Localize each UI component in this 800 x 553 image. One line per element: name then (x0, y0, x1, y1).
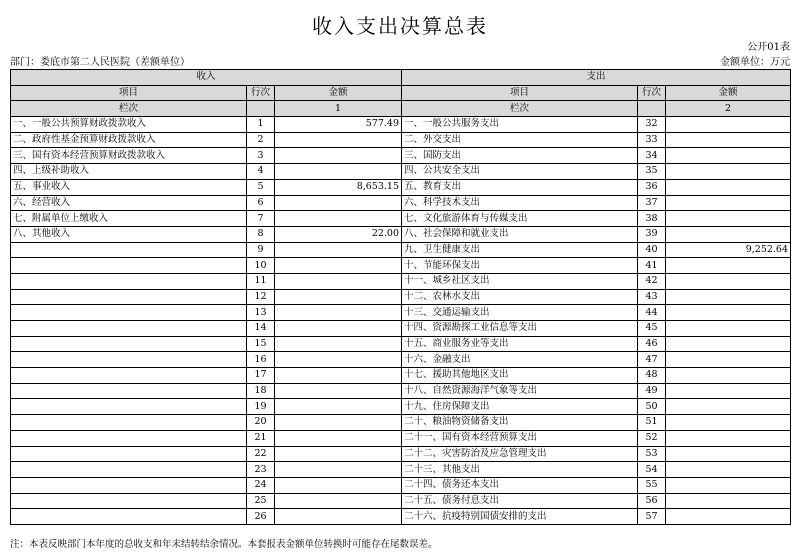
expense-amount-cell (666, 226, 791, 242)
table-row (11, 273, 791, 289)
income-item-cell (11, 368, 247, 384)
expense-amount-cell (666, 352, 791, 368)
expense-row-no-cell: 34 (638, 148, 666, 164)
income-amount-cell (275, 368, 402, 384)
expense-column-index-label: 栏次 (402, 101, 638, 117)
income-column-index-label: 栏次 (11, 101, 247, 117)
expense-rowno-header: 行次 (638, 85, 666, 101)
income-row-no-cell: 22 (247, 446, 275, 462)
income-amount-cell (275, 462, 402, 478)
income-amount-cell (275, 415, 402, 431)
table-row (11, 211, 791, 227)
income-item-cell (11, 430, 247, 446)
income-amount-cell (275, 477, 402, 493)
income-item-cell (11, 415, 247, 431)
table-row (11, 509, 791, 525)
expense-amount-cell (666, 211, 791, 227)
report-title: 收入支出决算总表 (312, 14, 488, 38)
table-row (11, 446, 791, 462)
income-row-no-cell: 21 (247, 430, 275, 446)
income-row-no-cell: 14 (247, 321, 275, 337)
expense-row-no-cell: 36 (638, 179, 666, 195)
income-item-cell: 七、附属单位上缴收入 (11, 211, 247, 227)
expense-row-no-cell: 38 (638, 211, 666, 227)
income-item-cell (11, 321, 247, 337)
expense-amount-header: 金额 (666, 85, 791, 101)
income-row-no-cell: 26 (247, 509, 275, 525)
expense-item-cell: 六、科学技术支出 (402, 195, 638, 211)
income-amount-cell (275, 493, 402, 509)
income-amount-cell (275, 383, 402, 399)
table-row (11, 415, 791, 431)
income-item-cell (11, 289, 247, 305)
expense-item-cell: 十六、金融支出 (402, 352, 638, 368)
expense-amount-cell (666, 117, 791, 133)
income-amount-cell: 577.49 (275, 117, 402, 133)
expense-amount-cell (666, 415, 791, 431)
expense-item-cell: 二十、粮油物资储备支出 (402, 415, 638, 431)
income-row-no-cell: 12 (247, 289, 275, 305)
expense-amount-cell (666, 179, 791, 195)
expense-row-no-cell: 44 (638, 305, 666, 321)
expense-row-no-cell: 49 (638, 383, 666, 399)
expense-item-cell: 八、社会保障和就业支出 (402, 226, 638, 242)
expense-row-no-cell: 50 (638, 399, 666, 415)
expense-row-no-cell: 37 (638, 195, 666, 211)
income-row-no-cell: 24 (247, 477, 275, 493)
table-row (11, 462, 791, 478)
expense-item-cell: 十三、交通运输支出 (402, 305, 638, 321)
expense-item-cell: 一、一般公共服务支出 (402, 117, 638, 133)
expense-row-no-cell: 43 (638, 289, 666, 305)
expense-row-no-cell: 57 (638, 509, 666, 525)
income-amount-cell (275, 399, 402, 415)
income-item-cell (11, 258, 247, 274)
income-header: 收入 (11, 70, 402, 86)
expense-item-header: 项目 (402, 85, 638, 101)
expense-amount-cell (666, 336, 791, 352)
income-amount-cell (275, 321, 402, 337)
expense-amount-cell (666, 258, 791, 274)
expense-item-cell: 十一、城乡社区支出 (402, 273, 638, 289)
income-row-no-cell: 5 (247, 179, 275, 195)
income-row-no-cell: 1 (247, 117, 275, 133)
expense-row-no-cell: 32 (638, 117, 666, 133)
section-header-row (11, 70, 791, 86)
expense-row-no-cell: 33 (638, 132, 666, 148)
income-row-no-cell: 23 (247, 462, 275, 478)
income-row-no-cell: 11 (247, 273, 275, 289)
income-row-no-cell: 18 (247, 383, 275, 399)
income-amount-cell: 8,653.15 (275, 179, 402, 195)
expense-row-no-cell: 55 (638, 477, 666, 493)
income-row-no-cell: 10 (247, 258, 275, 274)
expense-row-no-cell: 53 (638, 446, 666, 462)
table-row (11, 430, 791, 446)
income-row-no-cell: 16 (247, 352, 275, 368)
income-row-no-cell: 20 (247, 415, 275, 431)
table-row (11, 258, 791, 274)
income-item-cell: 八、其他收入 (11, 226, 247, 242)
table-row (11, 226, 791, 242)
expense-row-no-cell: 51 (638, 415, 666, 431)
expense-amount-cell (666, 321, 791, 337)
income-amount-cell (275, 242, 402, 258)
expense-row-no-cell: 54 (638, 462, 666, 478)
expense-item-cell: 十五、商业服务业等支出 (402, 336, 638, 352)
income-amount-cell (275, 273, 402, 289)
table-row (11, 117, 791, 133)
expense-amount-cell (666, 446, 791, 462)
expense-column-index-value: 2 (666, 101, 791, 117)
table-row (11, 164, 791, 180)
expense-amount-cell (666, 305, 791, 321)
expense-item-cell: 二、外交支出 (402, 132, 638, 148)
expense-row-no-cell: 41 (638, 258, 666, 274)
income-item-cell (11, 509, 247, 525)
income-item-cell (11, 477, 247, 493)
income-rowno-header: 行次 (247, 85, 275, 101)
expense-item-cell: 十七、援助其他地区支出 (402, 368, 638, 384)
income-row-no-cell: 3 (247, 148, 275, 164)
table-row (11, 242, 791, 258)
income-item-cell (11, 242, 247, 258)
table-row (11, 399, 791, 415)
table-row (11, 368, 791, 384)
expense-amount-cell (666, 493, 791, 509)
table-row (11, 383, 791, 399)
income-row-no-cell: 4 (247, 164, 275, 180)
expense-item-cell: 二十二、灾害防治及应急管理支出 (402, 446, 638, 462)
expense-amount-cell (666, 148, 791, 164)
table-row (11, 132, 791, 148)
income-amount-cell (275, 211, 402, 227)
income-expense-table (10, 69, 791, 525)
table-row (11, 195, 791, 211)
income-item-cell (11, 336, 247, 352)
income-item-cell (11, 305, 247, 321)
expense-item-cell: 三、国防支出 (402, 148, 638, 164)
income-amount-cell (275, 305, 402, 321)
income-row-no-cell: 9 (247, 242, 275, 258)
table-row (11, 477, 791, 493)
income-item-cell (11, 383, 247, 399)
income-amount-cell: 22.00 (275, 226, 402, 242)
income-item-cell (11, 399, 247, 415)
expense-amount-cell (666, 430, 791, 446)
income-item-cell (11, 462, 247, 478)
income-amount-cell (275, 509, 402, 525)
income-row-no-cell: 15 (247, 336, 275, 352)
expense-amount-cell (666, 477, 791, 493)
expense-amount-cell (666, 368, 791, 384)
income-item-cell (11, 446, 247, 462)
expense-item-cell: 二十四、债务还本支出 (402, 477, 638, 493)
income-row-no-cell: 13 (247, 305, 275, 321)
expense-amount-cell (666, 273, 791, 289)
table-row (11, 305, 791, 321)
expense-amount-cell (666, 132, 791, 148)
income-row-no-cell: 8 (247, 226, 275, 242)
table-row (11, 336, 791, 352)
table-row (11, 289, 791, 305)
income-item-cell: 五、事业收入 (11, 179, 247, 195)
expense-item-cell: 二十五、债务付息支出 (402, 493, 638, 509)
expense-item-cell: 十四、资源勘探工业信息等支出 (402, 321, 638, 337)
income-row-no-cell: 6 (247, 195, 275, 211)
table-row (11, 493, 791, 509)
expense-item-cell: 十九、住房保障支出 (402, 399, 638, 415)
income-row-no-cell: 2 (247, 132, 275, 148)
income-amount-cell (275, 132, 402, 148)
footnote: 注：本表反映部门本年度的总收支和年末结转结余情况。本套报表金额单位转换时可能存在尾数误差。 (10, 539, 438, 550)
expense-item-cell: 二十六、抗疫特别国债安排的支出 (402, 509, 638, 525)
expense-item-cell: 五、教育支出 (402, 179, 638, 195)
income-item-cell: 二、政府性基金预算财政拨款收入 (11, 132, 247, 148)
expense-row-no-cell: 52 (638, 430, 666, 446)
expense-row-no-cell: 40 (638, 242, 666, 258)
income-amount-cell (275, 258, 402, 274)
income-amount-cell (275, 148, 402, 164)
expense-amount-cell: 9,252.64 (666, 242, 791, 258)
income-item-cell (11, 352, 247, 368)
income-amount-cell (275, 446, 402, 462)
amount-unit-label: 金额单位：万元 (720, 57, 790, 68)
income-row-no-cell: 19 (247, 399, 275, 415)
expense-row-no-cell: 39 (638, 226, 666, 242)
expense-row-no-cell: 56 (638, 493, 666, 509)
income-item-cell (11, 493, 247, 509)
income-amount-header: 金额 (275, 85, 402, 101)
income-row-no-cell: 25 (247, 493, 275, 509)
expense-row-no-cell: 45 (638, 321, 666, 337)
expense-item-cell: 九、卫生健康支出 (402, 242, 638, 258)
expense-item-cell: 二十三、其他支出 (402, 462, 638, 478)
income-column-index-value: 1 (275, 101, 402, 117)
expense-item-cell: 七、文化旅游体育与传媒支出 (402, 211, 638, 227)
expense-row-no-cell: 35 (638, 164, 666, 180)
income-amount-cell (275, 195, 402, 211)
income-item-header: 项目 (11, 85, 247, 101)
table-row (11, 321, 791, 337)
expense-item-cell: 十二、农林水支出 (402, 289, 638, 305)
expense-amount-cell (666, 195, 791, 211)
income-amount-cell (275, 164, 402, 180)
column-header-row (11, 85, 791, 101)
table-row (11, 352, 791, 368)
expense-amount-cell (666, 462, 791, 478)
table-row (11, 179, 791, 195)
income-amount-cell (275, 336, 402, 352)
expense-amount-cell (666, 289, 791, 305)
income-item-cell: 四、上级补助收入 (11, 164, 247, 180)
column-index-row (11, 101, 791, 117)
expense-row-no-cell: 48 (638, 368, 666, 384)
expense-row-no-cell: 46 (638, 336, 666, 352)
form-number: 公开01表 (747, 42, 790, 53)
table-row (11, 148, 791, 164)
income-amount-cell (275, 352, 402, 368)
expense-amount-cell (666, 509, 791, 525)
expense-amount-cell (666, 399, 791, 415)
expense-header: 支出 (402, 70, 791, 86)
income-item-cell (11, 273, 247, 289)
expense-item-cell: 四、公共安全支出 (402, 164, 638, 180)
income-item-cell: 六、经营收入 (11, 195, 247, 211)
expense-item-cell: 十八、自然资源海洋气象等支出 (402, 383, 638, 399)
income-row-no-cell: 17 (247, 368, 275, 384)
income-amount-cell (275, 430, 402, 446)
income-row-no-cell: 7 (247, 211, 275, 227)
expense-row-no-cell: 42 (638, 273, 666, 289)
department-label: 部门：娄底市第二人民医院（差额单位） (10, 57, 190, 68)
expense-amount-cell (666, 164, 791, 180)
income-amount-cell (275, 289, 402, 305)
expense-amount-cell (666, 383, 791, 399)
expense-item-cell: 二十一、国有资本经营预算支出 (402, 430, 638, 446)
expense-row-no-cell: 47 (638, 352, 666, 368)
expense-item-cell: 十、节能环保支出 (402, 258, 638, 274)
income-item-cell: 三、国有资本经营预算财政拨款收入 (11, 148, 247, 164)
income-item-cell: 一、一般公共预算财政拨款收入 (11, 117, 247, 133)
